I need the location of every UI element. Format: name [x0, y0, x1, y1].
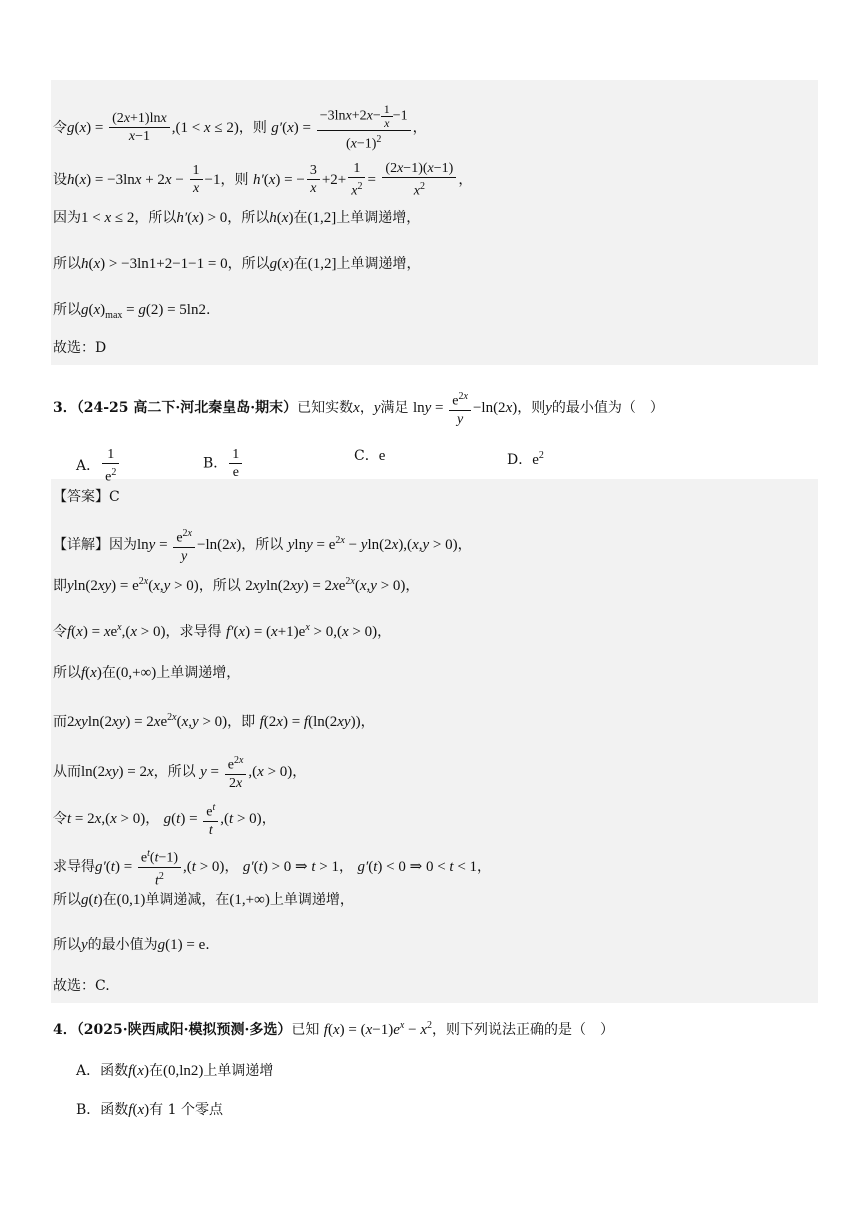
sol3-line-1: 【详解】因为lny = $\frac{e^{2x}}{y}$ −ln(2x)，所以 $ylny = e^{2x} - yln(2x),(x,y > 0)$，	[53, 525, 472, 565]
sol3-line-10: 所以y的最小值为g(1) = e.	[53, 937, 210, 953]
question-4: 4．（2025·陕西咸阳·模拟预测·多选）已知 $f(x) = (x-1)e^x - x^2$，则下列说法正确的是（ ）	[53, 1020, 614, 1038]
sol3-line-5: 而$2xyln(2xy) = 2xe^{2x}(x,y > 0)$，即 f(2x) = f(ln(2xy))，	[53, 712, 375, 730]
sol3-line-9: 所以g(t)在(0,1)单调递减，在(1,+∞)上单调递增，	[53, 892, 354, 908]
sol3-line-8: 求导得g′(t) = $\frac{e^t(t-1)}{t^2}$ ,(t > 0)， g′(t) > 0 ⇒ t > 1， g′(t) < 0 ⇒ 0 < t < 1，	[53, 845, 491, 889]
sol2-line-2: 设h(x) = −3lnx + 2x − $\frac{1}{x}$ −1，则 h′(x) = − $\frac{3}{x}$ +2+ $\frac{1}{x^2}$ = $\frac{(2x-1)(x-1)}{x^2}$ ，	[53, 161, 473, 199]
option-3c: C．e	[354, 448, 386, 464]
option-3b: B． $\frac{1}{e}$	[203, 446, 244, 481]
sol3-line-2: 即$yln(2xy) = e^{2x}(x,y > 0)$，所以 $2xyln(2xy) = 2xe^{2x}(x,y > 0)$，	[53, 576, 420, 594]
question-3: 3．（24-25 高二下·河北秦皇岛·期末）已知实数x，y满足 lny = $\frac{e^{2x}}{y}$ −ln(2x)，则y的最小值为（ ）	[53, 388, 664, 428]
sol3-line-3: 令$f(x) = xe^x,(x > 0)$，求导得 $f'(x) = (x+1)e^x > 0,(x > 0)$，	[53, 622, 392, 640]
option-4b: B．函数f(x)有 1 个零点	[76, 1102, 223, 1118]
sol3-line-4: 所以f(x)在(0,+∞)上单调递增，	[53, 665, 241, 681]
option-3d: D．$e^2$	[507, 450, 544, 468]
sol3-line-7: 令t = 2x,(x > 0)， g(t) = $\frac{e^t}{t}$ ,(t > 0)，	[53, 799, 276, 839]
sol2-line-4: 所以h(x) > −3ln1+2−1−1 = 0，所以g(x)在(1,2]上单调递增，	[53, 256, 421, 272]
option-3a: A． $\frac{1}{e^2}$	[76, 446, 121, 486]
option-4a: A．函数f(x)在(0,ln2)上单调递增	[76, 1063, 274, 1079]
sol2-line-5: 所以$g(x)_{max} = g(2) = 5\ln 2$.	[53, 302, 211, 321]
sol3-answer: 【答案】C	[53, 489, 120, 505]
sol3-line-6: 从而ln(2xy) = 2x，所以 y = $\frac{e^{2x}}{2x}$ ,(x > 0)，	[53, 752, 306, 792]
sol2-line-3: 因为1 < x ≤ 2，所以h′(x) > 0，所以h(x)在(1,2]上单调递增，	[53, 210, 421, 226]
sol2-answer: 故选：D	[53, 340, 107, 356]
sol3-final: 故选：C.	[53, 978, 110, 994]
sol2-line-1: 令g(x) = $\frac{(2x+1)\ln x}{x-1}$ ,(1 < x ≤ 2)，则 g′(x) = −3lnx+2x− $\frac{1}{x}$ −1 $(x-1)^2$ ，	[53, 102, 427, 152]
